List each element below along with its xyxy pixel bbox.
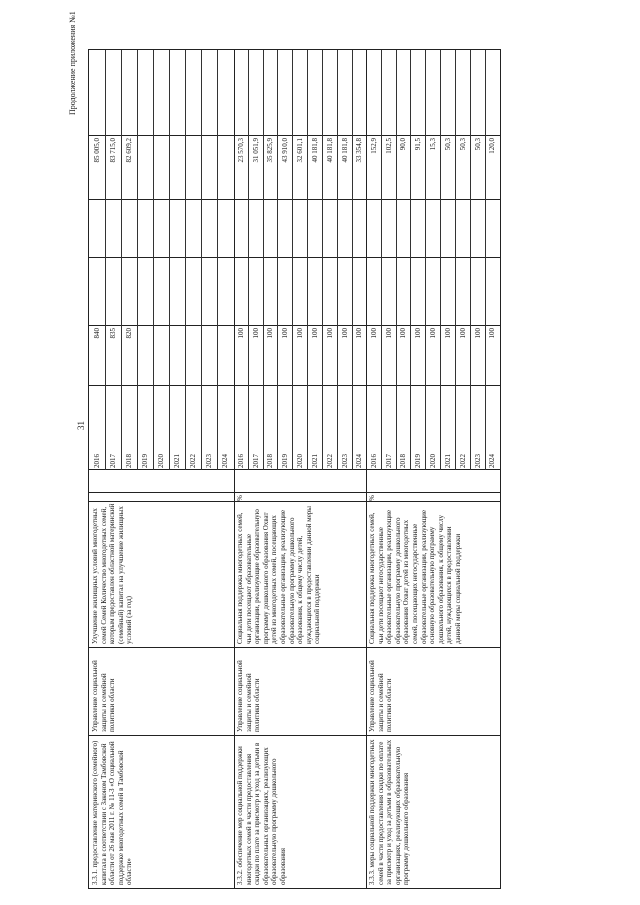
target-value: 100: [488, 328, 496, 339]
funding-amount: 50,3: [459, 138, 467, 151]
funding-amount: 40 181,8: [326, 138, 334, 163]
measure-name: 3.3.2. обеспечение мер социальной поддержки многодетных семей в части предоставления скидки по плате за присмотр и уход за детьми в образовательных организациях, реализующих образовательную программу дошкольного образования: [236, 742, 287, 885]
table-row-year: 2018: [125, 454, 133, 468]
table-row-year: 2023: [205, 454, 213, 468]
funding-amount: 91,5: [414, 138, 422, 151]
table-row-year: 2023: [341, 454, 349, 468]
table-row-year: 2024: [488, 454, 496, 468]
table-block-2: [234, 50, 366, 888]
table-row-year: 2023: [474, 454, 482, 468]
target-value: 100: [355, 328, 363, 339]
target-value: 100: [311, 328, 319, 339]
funding-amount: 85 005,0: [93, 138, 101, 163]
table-row-year: 2017: [385, 454, 393, 468]
target-indicator: Социальная поддержка многодетных семей, чьи дети посещают образовательные организации, реализующие образовательную программу дошкольного образования Охват детей из многодетных семей, посещающих образовательные организации, реализующие образовательную программу дошкольного образования, к общему числу детей, нуждающихся в предоставлении данной меры социальной поддержки: [236, 505, 322, 644]
target-value: 100: [237, 328, 245, 339]
table-row-year: 2019: [141, 454, 149, 468]
table-row-year: 2024: [221, 454, 229, 468]
target-value: 100: [296, 328, 304, 339]
table-row-year: 2016: [93, 454, 101, 468]
target-value: 100: [399, 328, 407, 339]
responsible-executor: Управление социальной защиты и семейной политики области: [368, 660, 394, 732]
program-table: [88, 49, 501, 889]
table-row-year: 2022: [459, 454, 467, 468]
target-value: 835: [109, 328, 117, 339]
table-row-year: 2020: [296, 454, 304, 468]
funding-amount: 102,5: [385, 138, 393, 154]
target-value: 100: [474, 328, 482, 339]
funding-amount: 50,3: [444, 138, 452, 151]
table-row-year: 2018: [266, 454, 274, 468]
funding-amount: 15,3: [429, 138, 437, 151]
table-row-year: 2021: [444, 454, 452, 468]
target-value: 100: [341, 328, 349, 339]
target-value: 100: [326, 328, 334, 339]
target-indicator: Улучшение жилищных условий многодетных семей Семей Количество многодетных семей, которым предоставлен областной материнский (семейный) капитал на улучшение жилищных условий (за год): [91, 503, 134, 644]
funding-amount: 50,3: [474, 138, 482, 151]
target-value: 820: [125, 328, 133, 339]
table-row-year: 2018: [399, 454, 407, 468]
target-value: 100: [459, 328, 467, 339]
unit-of-measure: %: [368, 495, 376, 501]
funding-amount: 40 181,8: [311, 138, 319, 163]
table-row-year: 2020: [429, 454, 437, 468]
funding-amount: 152,9: [370, 138, 378, 154]
table-row-year: 2019: [281, 454, 289, 468]
funding-amount: 83 715,0: [109, 138, 117, 163]
table-row-year: 2019: [414, 454, 422, 468]
appendix-continuation-note: Продолжение приложения №1: [68, 11, 77, 115]
target-value: 100: [252, 328, 260, 339]
target-value: 100: [429, 328, 437, 339]
funding-amount: 43 910,0: [281, 138, 289, 163]
target-indicator: Социальная поддержка многодетных семей, чьи дети посещают негосударственные образовательные организации, реализующие образовательную программу дошкольного образования Охват детей из многодетных семей, посещающих негосударственные образовательные организации, реализующие основную образовательную программу дошкольного образования, к общему числу детей, нуждающихся в предоставлении данной меры социальной поддержки: [368, 510, 462, 644]
funding-amount: 32 601,1: [296, 138, 304, 163]
target-value: 100: [370, 328, 378, 339]
funding-amount: 40 181,8: [341, 138, 349, 163]
page-number: 31: [76, 421, 86, 430]
funding-amount: 23 570,3: [237, 138, 245, 163]
table-row-year: 2016: [370, 454, 378, 468]
responsible-executor: Управление социальной защиты и семейной политики области: [236, 660, 262, 732]
funding-amount: 90,0: [399, 138, 407, 151]
funding-amount: 35 825,9: [266, 138, 274, 163]
table-row-year: 2024: [355, 454, 363, 468]
table-row-year: 2022: [326, 454, 334, 468]
table-row-year: 2016: [237, 454, 245, 468]
target-value: 100: [266, 328, 274, 339]
target-value: 100: [385, 328, 393, 339]
table-row-year: 2017: [109, 454, 117, 468]
table-row-year: 2021: [173, 454, 181, 468]
target-value: 840: [93, 328, 101, 339]
table-block-3: [366, 50, 500, 888]
measure-name: 3.3.1. предоставление материнского (семейного) капитала в соответствии с Законом Тамбовской области от 26 мая 2011 г. № 11-З «О социальной поддержке многодетных семей в Тамбовской области»: [91, 740, 134, 885]
funding-amount: 33 354,8: [355, 138, 363, 163]
table-row-year: 2022: [189, 454, 197, 468]
responsible-executor: Управление социальной защиты и семейной политики области: [91, 660, 117, 732]
table-row-year: 2020: [157, 454, 165, 468]
funding-amount: 120,0: [488, 138, 496, 154]
table-row-year: 2017: [252, 454, 260, 468]
target-value: 100: [281, 328, 289, 339]
funding-amount: 82 609,2: [125, 138, 133, 163]
measure-name: 3.3.3. меры социальной поддержки многодетных семей в части предоставления скидки по оплате за присмотр и уход за детьми в образовательных организациях, реализующих образовательную программу дошкольного образования: [368, 739, 411, 885]
table-block-1: [89, 50, 234, 888]
table-row-year: 2021: [311, 454, 319, 468]
funding-amount: 31 051,9: [252, 138, 260, 163]
target-value: 100: [444, 328, 452, 339]
unit-of-measure: %: [236, 495, 244, 501]
target-value: 100: [414, 328, 422, 339]
